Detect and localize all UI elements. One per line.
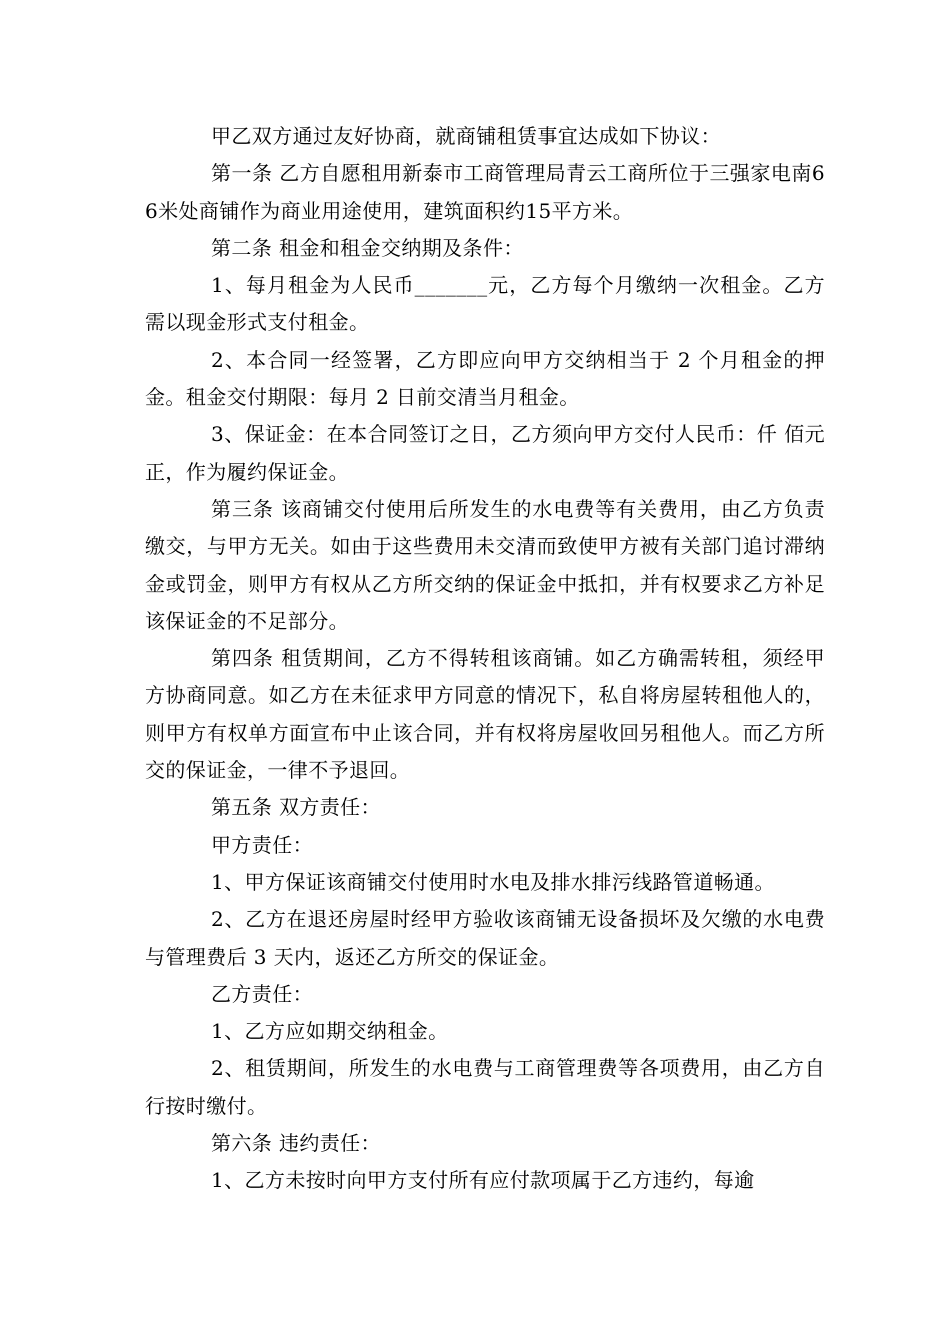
contract-body <box>145 118 825 1200</box>
paragraph-breach-1: 1、乙方未按时向甲方支付所有应付款项属于乙方违约，每逾 <box>211 1168 755 1193</box>
paragraph-article-3: 第三条 该商铺交付使用后所发生的水电费等有关费用，由乙方负责缴交，与甲方无关。如由于这些费用未交清而致使甲方被有关部门追讨滞纳金或罚金，则甲方有权从乙方所交纳的保证金中抵扣，并有权要求乙方补足该保证金的不足部分。 <box>145 496 825 633</box>
paragraph-party-b-duty-1: 1、乙方应如期交纳租金。 <box>211 1019 449 1044</box>
paragraph-party-b-duty-2: 2、租赁期间，所发生的水电费与工商管理费等各项费用，由乙方自行按时缴付。 <box>145 1056 825 1118</box>
paragraph-party-a-heading: 甲方责任： <box>211 832 313 857</box>
paragraph-party-a-duty-1: 1、甲方保证该商铺交付使用时水电及排水排污线路管道畅通。 <box>211 869 775 894</box>
paragraph-party-a-duty-2: 2、乙方在退还房屋时经甲方验收该商铺无设备损坏及欠缴的水电费与管理费后 3 天内，返还乙方所交的保证金。 <box>145 907 825 969</box>
paragraph-article-4: 第四条 租赁期间，乙方不得转租该商铺。如乙方确需转租，须经甲方协商同意。如乙方在未征求甲方同意的情况下，私自将房屋转租他人的，则甲方有权单方面宣布中止该合同，并有权将房屋收回另租他人。而乙方所交的保证金，一律不予退回。 <box>145 646 825 783</box>
paragraph-intro: 甲乙双方通过友好协商，就商铺租赁事宜达成如下协议： <box>211 124 721 148</box>
paragraph-rent-amount: 1、每月租金为人民币_______元，乙方每个月缴纳一次租金。乙方需以现金形式支付租金。 <box>145 273 825 335</box>
paragraph-party-b-heading: 乙方责任： <box>211 981 313 1006</box>
paragraph-article-5-heading: 第五条 双方责任： <box>211 795 381 820</box>
paragraph-deposit: 2、本合同一经签署，乙方即应向甲方交纳相当于 2 个月租金的押金。租金交付期限：每月 2 日前交清当月租金。 <box>145 347 825 410</box>
paragraph-article-6-heading: 第六条 违约责任： <box>211 1131 381 1156</box>
paragraph-article-2-heading: 第二条 租金和租金交纳期及条件： <box>211 235 524 260</box>
paragraph-guarantee: 3、保证金：在本合同签订之日，乙方须向甲方交付人民币：仟 佰元正，作为履约保证金。 <box>145 422 825 484</box>
paragraph-article-1: 第一条 乙方自愿租用新泰市工商管理局青云工商所位于三强家电南66米处商铺作为商业用途使用，建筑面积约15平方米。 <box>145 161 825 223</box>
